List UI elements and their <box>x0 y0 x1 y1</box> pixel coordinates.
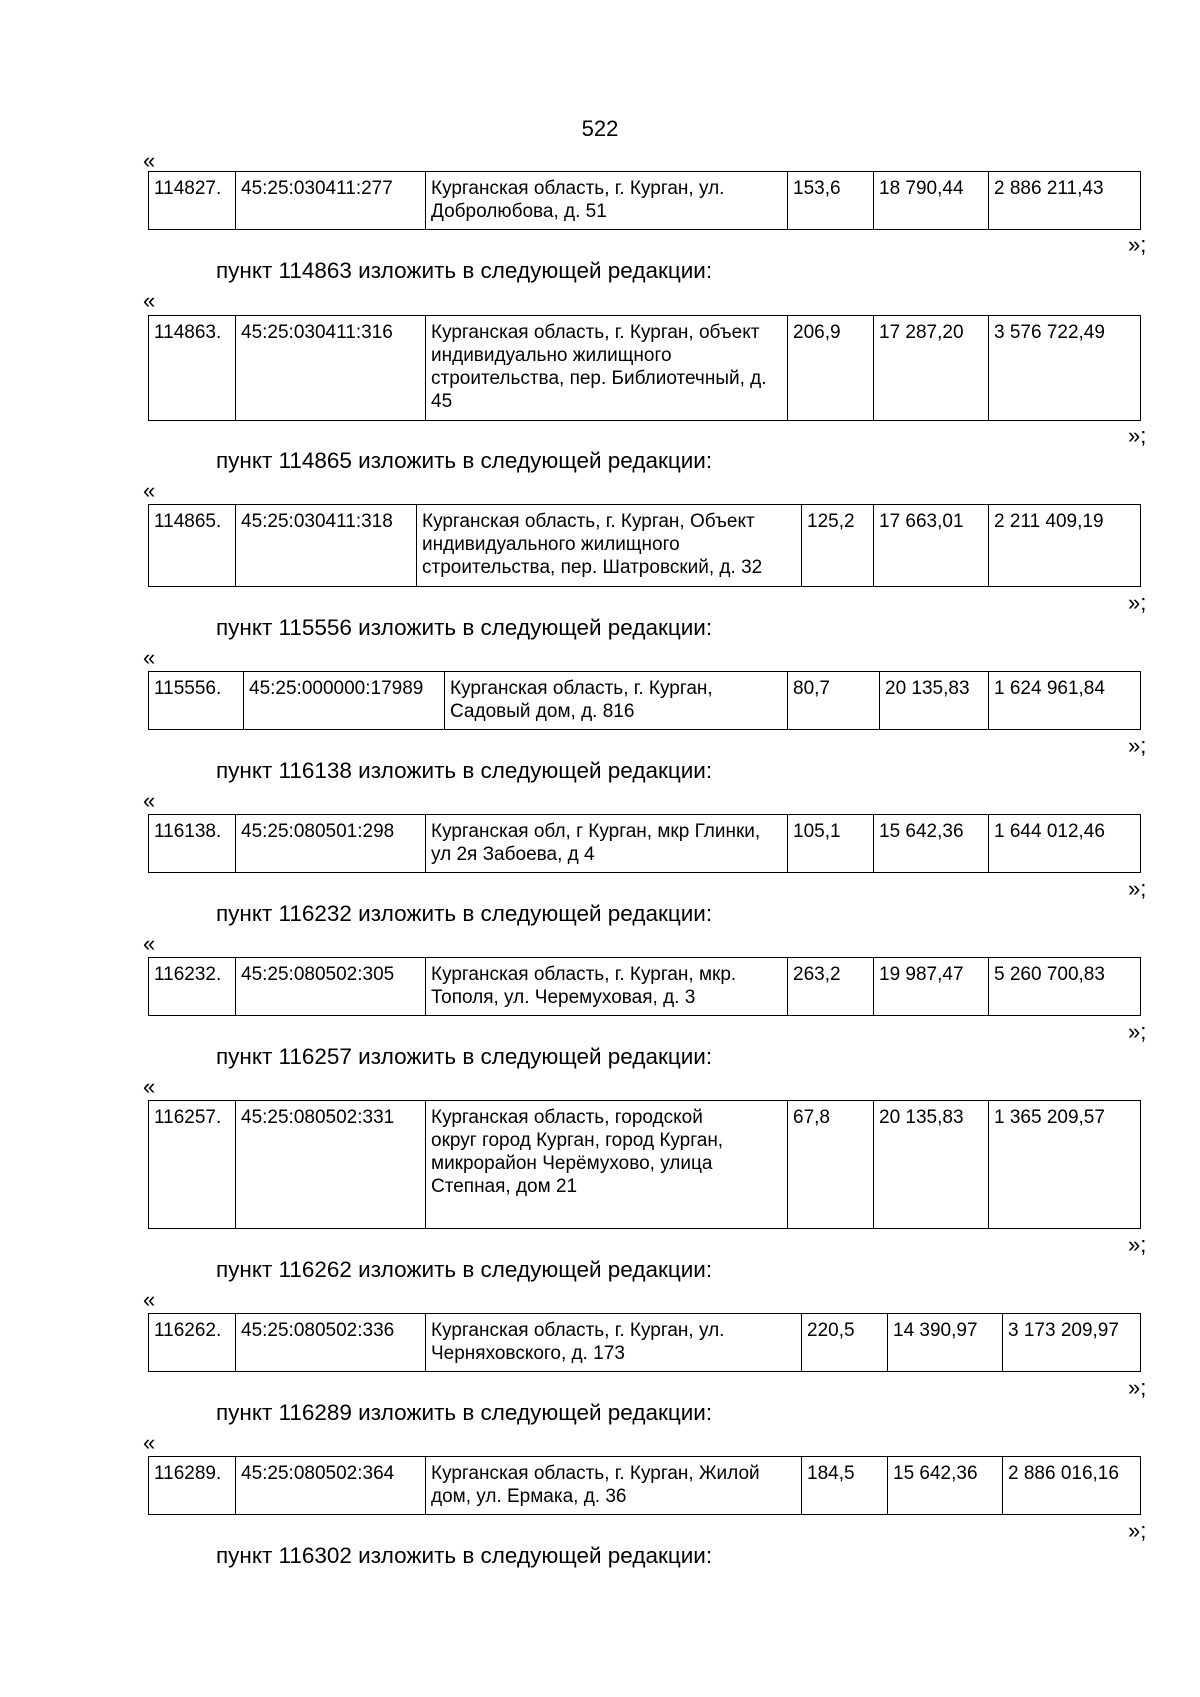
table-row <box>149 672 1141 730</box>
close-quote: »; <box>1128 232 1147 257</box>
price-per-unit: 19 987,47 <box>874 958 989 1016</box>
entry-table-116262 <box>148 1313 1141 1372</box>
entry-number: 114863. <box>149 316 236 421</box>
entry-table-114865 <box>148 504 1141 587</box>
table-row <box>149 1101 1141 1229</box>
entry-number: 116262. <box>149 1314 236 1372</box>
table-row <box>149 172 1141 230</box>
area: 184,5 <box>802 1457 888 1515</box>
amendment-instruction: пункт 116257 изложить в следующей редакции: <box>216 1044 713 1069</box>
price-per-unit: 20 135,83 <box>880 672 989 730</box>
open-quote: « <box>143 288 156 313</box>
price-per-unit: 14 390,97 <box>888 1314 1003 1372</box>
entry-number: 116257. <box>149 1101 236 1229</box>
open-quote: « <box>143 788 156 813</box>
total-value: 1 644 012,46 <box>989 815 1141 873</box>
total-value: 2 886 016,16 <box>1003 1457 1141 1515</box>
cadastral-number: 45:25:080502:305 <box>236 958 426 1016</box>
price-per-unit: 17 663,01 <box>874 505 989 587</box>
close-quote: »; <box>1128 1518 1147 1543</box>
total-value: 3 173 209,97 <box>1003 1314 1141 1372</box>
open-quote: « <box>143 478 156 503</box>
open-quote: « <box>143 931 156 956</box>
cadastral-number: 45:25:080502:336 <box>236 1314 426 1372</box>
entry-number: 114865. <box>149 505 236 587</box>
entry-table-114863 <box>148 315 1141 421</box>
price-per-unit: 15 642,36 <box>874 815 989 873</box>
amendment-instruction: пункт 116138 изложить в следующей редакции: <box>216 758 713 783</box>
price-per-unit: 20 135,83 <box>874 1101 989 1229</box>
entry-table-116138 <box>148 814 1141 873</box>
entry-number: 114827. <box>149 172 236 230</box>
entry-table-116232 <box>148 957 1141 1016</box>
table-row <box>149 505 1141 587</box>
table-row <box>149 1457 1141 1515</box>
open-quote: « <box>143 1074 156 1099</box>
address: Курганская область, г. Курган, Жилой дом, ул. Ермака, д. 36 <box>426 1457 802 1515</box>
close-quote: »; <box>1128 423 1147 448</box>
amendment-instruction: пункт 114863 изложить в следующей редакции: <box>216 258 713 283</box>
cadastral-number: 45:25:080501:298 <box>236 815 426 873</box>
cadastral-number: 45:25:030411:277 <box>236 172 426 230</box>
close-quote: »; <box>1128 733 1147 758</box>
entry-number: 116232. <box>149 958 236 1016</box>
close-quote: »; <box>1128 1375 1147 1400</box>
amendment-instruction: пункт 116302 изложить в следующей редакции: <box>216 1543 713 1568</box>
area: 153,6 <box>788 172 874 230</box>
area: 67,8 <box>788 1101 874 1229</box>
table-row <box>149 815 1141 873</box>
entry-number: 116138. <box>149 815 236 873</box>
address: Курганская область, г. Курган, Объект индивидуального жилищного строительства, пер. Шатровский, д. 32 <box>417 505 802 587</box>
address: Курганская область, г. Курган, ул. Добролюбова, д. 51 <box>426 172 788 230</box>
table-row <box>149 958 1141 1016</box>
cadastral-number: 45:25:080502:364 <box>236 1457 426 1515</box>
table-row <box>149 316 1141 421</box>
area: 80,7 <box>788 672 880 730</box>
address: Курганская область, г. Курган, объект индивидуально жилищного строительства, пер. Библиотечный, д. 45 <box>426 316 788 421</box>
entry-table-115556 <box>148 671 1141 730</box>
area: 220,5 <box>802 1314 888 1372</box>
total-value: 1 624 961,84 <box>989 672 1141 730</box>
entry-number: 116289. <box>149 1457 236 1515</box>
area: 105,1 <box>788 815 874 873</box>
open-quote: « <box>143 645 156 670</box>
area: 263,2 <box>788 958 874 1016</box>
cadastral-number: 45:25:030411:318 <box>236 505 417 587</box>
entry-table-116257 <box>148 1100 1141 1229</box>
price-per-unit: 18 790,44 <box>874 172 989 230</box>
address: Курганская область, г. Курган, ул. Черняховского, д. 173 <box>426 1314 802 1372</box>
open-quote: « <box>143 1287 156 1312</box>
cadastral-number: 45:25:000000:17989 <box>244 672 445 730</box>
address: Курганская область, г. Курган, Садовый дом, д. 816 <box>445 672 788 730</box>
total-value: 2 886 211,43 <box>989 172 1141 230</box>
amendment-instruction: пункт 116232 изложить в следующей редакции: <box>216 901 713 926</box>
close-quote: »; <box>1128 876 1147 901</box>
address: Курганская область, городской округ город Курган, город Курган, микрорайон Черёмухово, улица Степная, дом 21 <box>426 1101 788 1229</box>
amendment-instruction: пункт 116289 изложить в следующей редакции: <box>216 1400 713 1425</box>
address: Курганская обл, г Курган, мкр Глинки, ул 2я Забоева, д 4 <box>426 815 788 873</box>
total-value: 1 365 209,57 <box>989 1101 1141 1229</box>
amendment-instruction: пункт 115556 изложить в следующей редакции: <box>216 615 713 640</box>
close-quote: »; <box>1128 1019 1147 1044</box>
page-number: 522 <box>581 116 619 141</box>
total-value: 3 576 722,49 <box>989 316 1141 421</box>
area: 206,9 <box>788 316 874 421</box>
close-quote: »; <box>1128 1232 1147 1257</box>
open-quote: « <box>143 1430 156 1455</box>
entry-number: 115556. <box>149 672 244 730</box>
entry-table-114827 <box>148 171 1141 230</box>
close-quote: »; <box>1128 590 1147 615</box>
amendment-instruction: пункт 116262 изложить в следующей редакции: <box>216 1257 713 1282</box>
amendment-instruction: пункт 114865 изложить в следующей редакции: <box>216 448 713 473</box>
open-quote: « <box>143 148 156 173</box>
price-per-unit: 15 642,36 <box>888 1457 1003 1515</box>
table-row <box>149 1314 1141 1372</box>
entry-table-116289 <box>148 1456 1141 1515</box>
total-value: 5 260 700,83 <box>989 958 1141 1016</box>
address: Курганская область, г. Курган, мкр. Тополя, ул. Черемуховая, д. 3 <box>426 958 788 1016</box>
price-per-unit: 17 287,20 <box>874 316 989 421</box>
cadastral-number: 45:25:080502:331 <box>236 1101 426 1229</box>
cadastral-number: 45:25:030411:316 <box>236 316 426 421</box>
area: 125,2 <box>802 505 874 587</box>
total-value: 2 211 409,19 <box>989 505 1141 587</box>
